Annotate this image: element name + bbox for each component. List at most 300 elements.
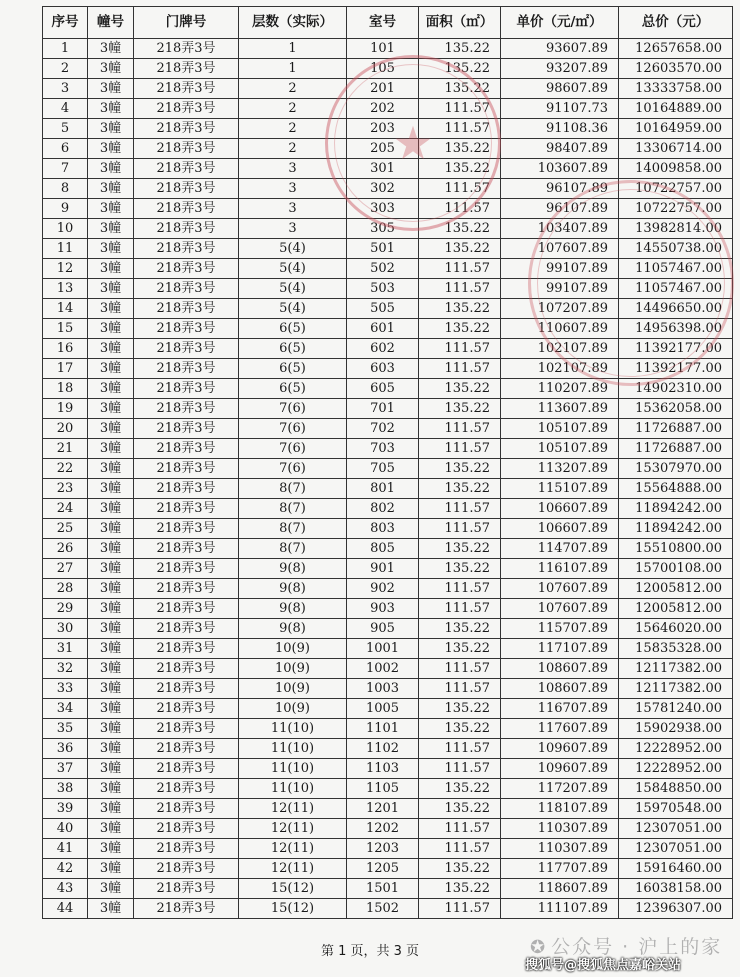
table-body — [43, 39, 733, 919]
cell-unit-price: 111107.89 — [501, 899, 619, 919]
cell-area: 135.22 — [419, 79, 501, 99]
cell-building: 3幢 — [88, 559, 134, 579]
cell-unit-price: 116707.89 — [501, 699, 619, 719]
cell-total-price: 15510800.00 — [619, 539, 733, 559]
cell-area: 135.22 — [419, 39, 501, 59]
cell-room: 905 — [347, 619, 419, 639]
cell-total-price: 14496650.00 — [619, 299, 733, 319]
cell-seq: 37 — [43, 759, 88, 779]
cell-unit-price: 99107.89 — [501, 259, 619, 279]
cell-area: 111.57 — [419, 759, 501, 779]
cell-room: 601 — [347, 319, 419, 339]
cell-room: 205 — [347, 139, 419, 159]
cell-address: 218弄3号 — [134, 459, 239, 479]
cell-address: 218弄3号 — [134, 819, 239, 839]
cell-total-price: 11392177.00 — [619, 359, 733, 379]
cell-unit-price: 110207.89 — [501, 379, 619, 399]
cell-total-price: 11057467.00 — [619, 279, 733, 299]
cell-total-price: 11726887.00 — [619, 439, 733, 459]
cell-floor: 9(8) — [239, 619, 347, 639]
cell-building: 3幢 — [88, 279, 134, 299]
cell-total-price: 15848850.00 — [619, 779, 733, 799]
table-row — [43, 339, 733, 359]
cell-building: 3幢 — [88, 759, 134, 779]
cell-building: 3幢 — [88, 519, 134, 539]
cell-area: 111.57 — [419, 519, 501, 539]
cell-area: 111.57 — [419, 739, 501, 759]
cell-floor: 9(8) — [239, 599, 347, 619]
cell-building: 3幢 — [88, 39, 134, 59]
cell-building: 3幢 — [88, 499, 134, 519]
cell-floor: 2 — [239, 79, 347, 99]
cell-floor: 10(9) — [239, 699, 347, 719]
cell-building: 3幢 — [88, 159, 134, 179]
cell-building: 3幢 — [88, 119, 134, 139]
cell-floor: 12(11) — [239, 819, 347, 839]
cell-floor: 3 — [239, 219, 347, 239]
cell-seq: 17 — [43, 359, 88, 379]
cell-total-price: 13333758.00 — [619, 79, 733, 99]
cell-unit-price: 99107.89 — [501, 279, 619, 299]
cell-address: 218弄3号 — [134, 99, 239, 119]
cell-seq: 31 — [43, 639, 88, 659]
cell-seq: 27 — [43, 559, 88, 579]
wechat-account-text: 公众号 · 沪上的家 — [551, 936, 723, 958]
cell-area: 111.57 — [419, 839, 501, 859]
cell-seq: 22 — [43, 459, 88, 479]
table-row — [43, 799, 733, 819]
cell-room: 1005 — [347, 699, 419, 719]
wechat-icon: ✪ — [530, 937, 548, 958]
cell-unit-price: 102107.89 — [501, 359, 619, 379]
cell-area: 135.22 — [419, 59, 501, 79]
cell-total-price: 15835328.00 — [619, 639, 733, 659]
cell-room: 603 — [347, 359, 419, 379]
cell-address: 218弄3号 — [134, 579, 239, 599]
cell-floor: 7(6) — [239, 439, 347, 459]
cell-room: 702 — [347, 419, 419, 439]
cell-building: 3幢 — [88, 819, 134, 839]
cell-total-price: 11392177.00 — [619, 339, 733, 359]
cell-address: 218弄3号 — [134, 619, 239, 639]
cell-room: 705 — [347, 459, 419, 479]
header-seq: 序号 — [43, 7, 88, 39]
table-row — [43, 539, 733, 559]
cell-address: 218弄3号 — [134, 539, 239, 559]
cell-seq: 2 — [43, 59, 88, 79]
table-row — [43, 139, 733, 159]
cell-address: 218弄3号 — [134, 159, 239, 179]
table-row — [43, 379, 733, 399]
cell-building: 3幢 — [88, 319, 134, 339]
cell-area: 111.57 — [419, 659, 501, 679]
cell-unit-price: 110307.89 — [501, 819, 619, 839]
cell-unit-price: 107607.89 — [501, 239, 619, 259]
cell-seq: 34 — [43, 699, 88, 719]
cell-seq: 36 — [43, 739, 88, 759]
cell-total-price: 12005812.00 — [619, 599, 733, 619]
cell-floor: 1 — [239, 59, 347, 79]
cell-area: 111.57 — [419, 199, 501, 219]
cell-seq: 40 — [43, 819, 88, 839]
cell-building: 3幢 — [88, 139, 134, 159]
cell-address: 218弄3号 — [134, 879, 239, 899]
cell-seq: 10 — [43, 219, 88, 239]
cell-building: 3幢 — [88, 679, 134, 699]
cell-unit-price: 114707.89 — [501, 539, 619, 559]
cell-total-price: 10164889.00 — [619, 99, 733, 119]
cell-unit-price: 106607.89 — [501, 499, 619, 519]
cell-building: 3幢 — [88, 179, 134, 199]
cell-total-price: 14902310.00 — [619, 379, 733, 399]
cell-unit-price: 117207.89 — [501, 779, 619, 799]
cell-address: 218弄3号 — [134, 799, 239, 819]
cell-area: 111.57 — [419, 819, 501, 839]
cell-seq: 38 — [43, 779, 88, 799]
cell-total-price: 15307970.00 — [619, 459, 733, 479]
cell-building: 3幢 — [88, 359, 134, 379]
cell-total-price: 14550738.00 — [619, 239, 733, 259]
cell-address: 218弄3号 — [134, 399, 239, 419]
cell-floor: 8(7) — [239, 479, 347, 499]
table-row — [43, 719, 733, 739]
table-row — [43, 519, 733, 539]
cell-seq: 24 — [43, 499, 88, 519]
cell-total-price: 12117382.00 — [619, 679, 733, 699]
cell-area: 135.22 — [419, 159, 501, 179]
cell-seq: 15 — [43, 319, 88, 339]
cell-address: 218弄3号 — [134, 719, 239, 739]
cell-room: 101 — [347, 39, 419, 59]
cell-address: 218弄3号 — [134, 699, 239, 719]
cell-floor: 7(6) — [239, 459, 347, 479]
cell-address: 218弄3号 — [134, 139, 239, 159]
cell-total-price: 15916460.00 — [619, 859, 733, 879]
cell-total-price: 14956398.00 — [619, 319, 733, 339]
cell-unit-price: 98407.89 — [501, 139, 619, 159]
cell-total-price: 15700108.00 — [619, 559, 733, 579]
cell-total-price: 12307051.00 — [619, 819, 733, 839]
cell-floor: 10(9) — [239, 659, 347, 679]
cell-seq: 44 — [43, 899, 88, 919]
cell-unit-price: 106607.89 — [501, 519, 619, 539]
table-row — [43, 819, 733, 839]
table-row — [43, 319, 733, 339]
cell-area: 111.57 — [419, 359, 501, 379]
cell-seq: 5 — [43, 119, 88, 139]
cell-address: 218弄3号 — [134, 739, 239, 759]
cell-floor: 12(11) — [239, 839, 347, 859]
cell-room: 303 — [347, 199, 419, 219]
cell-room: 701 — [347, 399, 419, 419]
header-area: 面积（㎡） — [419, 7, 501, 39]
table-row — [43, 259, 733, 279]
table-row — [43, 699, 733, 719]
cell-floor: 15(12) — [239, 879, 347, 899]
cell-room: 301 — [347, 159, 419, 179]
cell-total-price: 13306714.00 — [619, 139, 733, 159]
cell-floor: 6(5) — [239, 339, 347, 359]
cell-total-price: 15970548.00 — [619, 799, 733, 819]
cell-area: 135.22 — [419, 299, 501, 319]
cell-room: 1203 — [347, 839, 419, 859]
cell-address: 218弄3号 — [134, 839, 239, 859]
cell-floor: 9(8) — [239, 559, 347, 579]
cell-floor: 5(4) — [239, 239, 347, 259]
cell-address: 218弄3号 — [134, 299, 239, 319]
cell-address: 218弄3号 — [134, 339, 239, 359]
cell-total-price: 15646020.00 — [619, 619, 733, 639]
cell-floor: 7(6) — [239, 419, 347, 439]
cell-area: 111.57 — [419, 439, 501, 459]
cell-total-price: 11894242.00 — [619, 519, 733, 539]
cell-seq: 21 — [43, 439, 88, 459]
cell-floor: 5(4) — [239, 279, 347, 299]
cell-building: 3幢 — [88, 79, 134, 99]
cell-total-price: 14009858.00 — [619, 159, 733, 179]
cell-unit-price: 93207.89 — [501, 59, 619, 79]
cell-address: 218弄3号 — [134, 359, 239, 379]
header-total-price: 总价（元） — [619, 7, 733, 39]
cell-building: 3幢 — [88, 419, 134, 439]
cell-seq: 23 — [43, 479, 88, 499]
cell-unit-price: 118107.89 — [501, 799, 619, 819]
cell-building: 3幢 — [88, 839, 134, 859]
cell-area: 111.57 — [419, 99, 501, 119]
cell-total-price: 13982814.00 — [619, 219, 733, 239]
cell-unit-price: 98607.89 — [501, 79, 619, 99]
cell-seq: 41 — [43, 839, 88, 859]
cell-address: 218弄3号 — [134, 419, 239, 439]
cell-floor: 9(8) — [239, 579, 347, 599]
cell-unit-price: 118607.89 — [501, 879, 619, 899]
header-floor: 层数（实际） — [239, 7, 347, 39]
cell-address: 218弄3号 — [134, 599, 239, 619]
cell-address: 218弄3号 — [134, 859, 239, 879]
cell-building: 3幢 — [88, 659, 134, 679]
cell-floor: 1 — [239, 39, 347, 59]
cell-address: 218弄3号 — [134, 119, 239, 139]
table-row — [43, 899, 733, 919]
cell-area: 135.22 — [419, 879, 501, 899]
cell-building: 3幢 — [88, 779, 134, 799]
cell-room: 805 — [347, 539, 419, 559]
cell-unit-price: 110607.89 — [501, 319, 619, 339]
cell-room: 105 — [347, 59, 419, 79]
table-row — [43, 599, 733, 619]
cell-room: 1502 — [347, 899, 419, 919]
cell-floor: 6(5) — [239, 379, 347, 399]
table-row — [43, 279, 733, 299]
cell-floor: 5(4) — [239, 259, 347, 279]
cell-floor: 6(5) — [239, 319, 347, 339]
cell-total-price: 12396307.00 — [619, 899, 733, 919]
cell-area: 111.57 — [419, 899, 501, 919]
cell-area: 111.57 — [419, 279, 501, 299]
cell-address: 218弄3号 — [134, 319, 239, 339]
cell-area: 135.22 — [419, 379, 501, 399]
cell-address: 218弄3号 — [134, 519, 239, 539]
header-unit-price: 单价（元/㎡） — [501, 7, 619, 39]
cell-floor: 11(10) — [239, 759, 347, 779]
cell-room: 1003 — [347, 679, 419, 699]
cell-room: 1001 — [347, 639, 419, 659]
cell-address: 218弄3号 — [134, 899, 239, 919]
price-table — [42, 6, 733, 919]
table-row — [43, 179, 733, 199]
cell-seq: 16 — [43, 339, 88, 359]
cell-area: 135.22 — [419, 319, 501, 339]
cell-address: 218弄3号 — [134, 639, 239, 659]
cell-floor: 8(7) — [239, 519, 347, 539]
cell-building: 3幢 — [88, 479, 134, 499]
cell-address: 218弄3号 — [134, 379, 239, 399]
cell-unit-price: 96107.89 — [501, 199, 619, 219]
cell-room: 1101 — [347, 719, 419, 739]
cell-area: 111.57 — [419, 579, 501, 599]
cell-area: 111.57 — [419, 499, 501, 519]
cell-total-price: 11057467.00 — [619, 259, 733, 279]
cell-building: 3幢 — [88, 199, 134, 219]
cell-floor: 11(10) — [239, 719, 347, 739]
cell-building: 3幢 — [88, 719, 134, 739]
cell-total-price: 16038158.00 — [619, 879, 733, 899]
cell-building: 3幢 — [88, 59, 134, 79]
cell-total-price: 11726887.00 — [619, 419, 733, 439]
header-room: 室号 — [347, 7, 419, 39]
page-indicator: 第 1 页，共 3 页 — [320, 944, 420, 959]
table-row — [43, 419, 733, 439]
cell-area: 111.57 — [419, 179, 501, 199]
cell-address: 218弄3号 — [134, 259, 239, 279]
cell-address: 218弄3号 — [134, 659, 239, 679]
table-row — [43, 99, 733, 119]
table-row — [43, 459, 733, 479]
header-address: 门牌号 — [134, 7, 239, 39]
cell-seq: 42 — [43, 859, 88, 879]
table-row — [43, 39, 733, 59]
cell-seq: 20 — [43, 419, 88, 439]
cell-room: 502 — [347, 259, 419, 279]
cell-building: 3幢 — [88, 239, 134, 259]
cell-unit-price: 115107.89 — [501, 479, 619, 499]
cell-unit-price: 107607.89 — [501, 579, 619, 599]
cell-building: 3幢 — [88, 619, 134, 639]
cell-room: 201 — [347, 79, 419, 99]
cell-area: 135.22 — [419, 139, 501, 159]
cell-area: 111.57 — [419, 419, 501, 439]
cell-total-price: 12005812.00 — [619, 579, 733, 599]
cell-area: 135.22 — [419, 639, 501, 659]
cell-total-price: 12307051.00 — [619, 839, 733, 859]
cell-total-price: 12117382.00 — [619, 659, 733, 679]
cell-unit-price: 110307.89 — [501, 839, 619, 859]
cell-total-price: 15362058.00 — [619, 399, 733, 419]
cell-area: 135.22 — [419, 459, 501, 479]
cell-room: 1501 — [347, 879, 419, 899]
cell-building: 3幢 — [88, 879, 134, 899]
cell-room: 903 — [347, 599, 419, 619]
cell-seq: 14 — [43, 299, 88, 319]
cell-building: 3幢 — [88, 899, 134, 919]
cell-unit-price: 108607.89 — [501, 659, 619, 679]
cell-address: 218弄3号 — [134, 79, 239, 99]
cell-unit-price: 103607.89 — [501, 159, 619, 179]
cell-unit-price: 102107.89 — [501, 339, 619, 359]
cell-unit-price: 109607.89 — [501, 759, 619, 779]
cell-unit-price: 103407.89 — [501, 219, 619, 239]
cell-floor: 11(10) — [239, 779, 347, 799]
cell-seq: 9 — [43, 199, 88, 219]
cell-area: 135.22 — [419, 539, 501, 559]
cell-area: 135.22 — [419, 859, 501, 879]
cell-seq: 4 — [43, 99, 88, 119]
cell-building: 3幢 — [88, 459, 134, 479]
cell-building: 3幢 — [88, 379, 134, 399]
cell-area: 111.57 — [419, 259, 501, 279]
cell-room: 1105 — [347, 779, 419, 799]
cell-room: 1103 — [347, 759, 419, 779]
table-row — [43, 759, 733, 779]
cell-floor: 8(7) — [239, 499, 347, 519]
cell-room: 1202 — [347, 819, 419, 839]
cell-area: 135.22 — [419, 399, 501, 419]
table-row — [43, 359, 733, 379]
table-header-row — [43, 7, 733, 39]
cell-seq: 39 — [43, 799, 88, 819]
cell-building: 3幢 — [88, 399, 134, 419]
cell-area: 135.22 — [419, 779, 501, 799]
cell-floor: 6(5) — [239, 359, 347, 379]
cell-room: 1205 — [347, 859, 419, 879]
cell-building: 3幢 — [88, 259, 134, 279]
table-row — [43, 739, 733, 759]
table-row — [43, 859, 733, 879]
cell-building: 3幢 — [88, 339, 134, 359]
cell-floor: 7(6) — [239, 399, 347, 419]
cell-address: 218弄3号 — [134, 499, 239, 519]
cell-seq: 11 — [43, 239, 88, 259]
cell-total-price: 15902938.00 — [619, 719, 733, 739]
table-row — [43, 299, 733, 319]
cell-total-price: 12657658.00 — [619, 39, 733, 59]
cell-room: 501 — [347, 239, 419, 259]
cell-unit-price: 113607.89 — [501, 399, 619, 419]
cell-floor: 12(11) — [239, 799, 347, 819]
cell-seq: 7 — [43, 159, 88, 179]
table-row — [43, 199, 733, 219]
header-building: 幢号 — [88, 7, 134, 39]
table-row — [43, 779, 733, 799]
cell-seq: 29 — [43, 599, 88, 619]
table-row — [43, 839, 733, 859]
cell-seq: 30 — [43, 619, 88, 639]
cell-area: 135.22 — [419, 699, 501, 719]
cell-room: 302 — [347, 179, 419, 199]
cell-address: 218弄3号 — [134, 239, 239, 259]
cell-address: 218弄3号 — [134, 219, 239, 239]
cell-unit-price: 91107.73 — [501, 99, 619, 119]
cell-area: 111.57 — [419, 599, 501, 619]
cell-area: 135.22 — [419, 719, 501, 739]
cell-room: 602 — [347, 339, 419, 359]
cell-room: 1002 — [347, 659, 419, 679]
cell-seq: 8 — [43, 179, 88, 199]
cell-floor: 2 — [239, 119, 347, 139]
cell-seq: 33 — [43, 679, 88, 699]
cell-building: 3幢 — [88, 639, 134, 659]
cell-building: 3幢 — [88, 99, 134, 119]
